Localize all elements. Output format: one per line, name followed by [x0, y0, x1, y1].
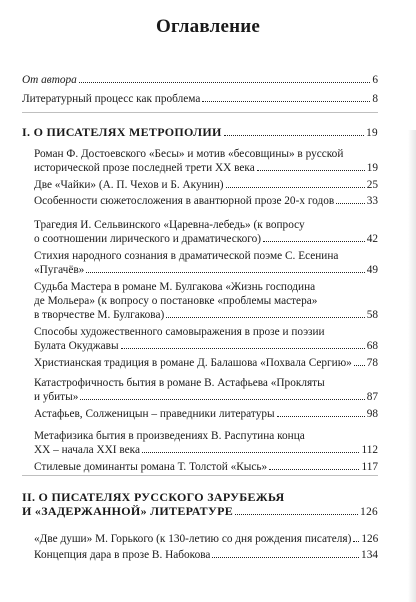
toc-entry-process	[22, 92, 378, 106]
toc-entry	[34, 429, 378, 457]
page-edge-shadow	[408, 130, 416, 602]
entry-text: «Пугачёв»	[34, 264, 85, 276]
section-text: I. О ПИСАТЕЛЯХ МЕТРОПОЛИИ	[22, 125, 222, 139]
entry-text: Христианская традиция в романе Д. Балашова «Похвала Сергию»	[34, 357, 352, 369]
section-text: И «ЗАДЕРЖАННОЙ» ЛИТЕРАТУРЕ	[22, 504, 234, 518]
separator	[22, 112, 378, 113]
entry-page: 19	[366, 162, 378, 174]
entry-page: 42	[366, 233, 378, 245]
toc-entry	[34, 147, 378, 175]
entry-text: Способы художественного самовыражения в прозе и поэзии	[34, 326, 325, 338]
section-heading-1	[22, 125, 378, 140]
entry-text: От автора	[22, 74, 77, 86]
entry-page: 126	[361, 533, 379, 545]
toc-entry	[34, 376, 378, 404]
entry-text: де Мольера» (к вопросу о постановке «проблемы мастера»	[34, 295, 318, 307]
toc-entry	[34, 249, 378, 277]
toc-entry	[34, 178, 378, 192]
toc-entry	[34, 407, 378, 421]
entry-page: 98	[366, 408, 378, 420]
section-heading-2	[22, 490, 378, 519]
entry-text: «Две души» М. Горького (к 130-летию со дня рождения писателя)	[34, 533, 352, 545]
separator	[22, 475, 378, 476]
entry-page: 68	[366, 340, 378, 352]
entry-page: 78	[366, 357, 378, 369]
entry-text: Метафизика бытия в произведениях В. Распутина конца	[34, 430, 305, 442]
entry-page: 8	[372, 93, 378, 105]
toc-entry	[34, 325, 378, 353]
entry-page: 6	[372, 74, 378, 86]
toc-entry	[34, 218, 378, 246]
page-title: Оглавление	[155, 16, 261, 37]
entry-page: 117	[361, 461, 378, 473]
entry-page: 87	[366, 391, 378, 403]
toc-entry	[34, 356, 378, 370]
toc-entry	[34, 194, 378, 208]
toc-entry	[34, 460, 378, 474]
section-line: II. О ПИСАТЕЛЯХ РУССКОГО ЗАРУБЕЖЬЯ	[22, 490, 285, 504]
entry-text: Булата Окуджавы	[34, 340, 119, 352]
entry-text: Стихия народного сознания в драматической поэме С. Есенина	[34, 250, 339, 262]
entry-text: Трагедия И. Сельвинского «Царевна-лебедь» (к вопросу	[34, 219, 305, 231]
entry-text: Роман Ф. Достоевского «Бесы» и мотив «бесовщины» в русской	[34, 148, 344, 160]
toc-entry	[34, 548, 378, 562]
toc-entry	[34, 280, 378, 322]
entry-text: XX – начала XXI века	[34, 444, 141, 456]
entry-text: Стилевые доминанты романа Т. Толстой «Кысь»	[34, 461, 268, 473]
entry-page: 33	[366, 195, 378, 207]
entry-page: 25	[366, 179, 378, 191]
entry-page: 49	[366, 264, 378, 276]
entry-text: Особенности сюжетосложения в авантюрной прозе 20-х годов	[34, 195, 335, 207]
entry-text: Концепция дара в прозе В. Набокова	[34, 549, 211, 561]
entry-text: Судьба Мастера в романе М. Булгакова «Жизнь господина	[34, 281, 316, 293]
entry-text: Литературный процесс как проблема	[22, 93, 201, 105]
entry-page: 112	[361, 444, 378, 456]
entry-page: 58	[366, 309, 378, 321]
entry-text: Катастрофичность бытия в романе В. Астафьева «Прокляты	[34, 377, 325, 389]
section-page: 126	[360, 506, 378, 518]
entry-text: в творчестве М. Булгакова)	[34, 309, 165, 321]
toc-entry	[34, 532, 378, 546]
entry-text: и убиты»	[34, 391, 79, 403]
entry-text: о соотношении лирического и драматического)	[34, 233, 262, 245]
entry-page: 134	[361, 549, 378, 561]
entry-text: Астафьев, Солженицын – праведники литературы	[34, 408, 275, 420]
section-page: 19	[366, 127, 378, 139]
toc-entry-author	[22, 73, 378, 87]
entry-text: Две «Чайки» (А. П. Чехов и Б. Акунин)	[34, 179, 224, 191]
entry-text: исторической прозе последней трети XX века	[34, 162, 255, 174]
